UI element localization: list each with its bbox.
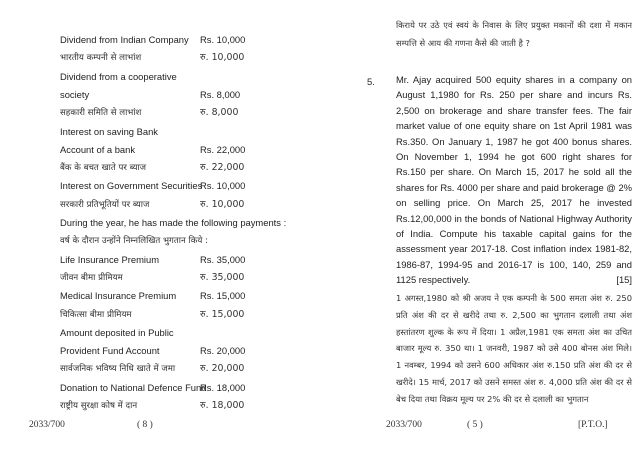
row-label: Interest on Government Securities	[60, 180, 203, 192]
row-label: society	[60, 88, 90, 100]
row-amount: Rs. 10,000	[200, 180, 246, 192]
pto-mark: [P.T.O.]	[578, 420, 608, 430]
footer-code: 2033/700	[386, 420, 422, 430]
row-label: राष्ट्रीय सुरक्षा कोष में दान	[60, 401, 138, 411]
page-number: ( 5 )	[467, 420, 483, 430]
page-number: ( 8 )	[137, 420, 153, 430]
row-label: Medical Insurance Premium	[60, 290, 177, 302]
row-label: Life Insurance Premium	[60, 253, 160, 265]
row-amount: रु. 22,000	[200, 162, 245, 174]
row-label: Provident Fund Account	[60, 345, 160, 357]
row-amount: रु. 20,000	[200, 363, 245, 375]
row-label: सहकारी समिति से लाभांश	[60, 108, 142, 119]
right-page	[320, 0, 640, 457]
row-label: Dividend from Indian Company	[60, 34, 189, 45]
hindi-question-continuation: किराये पर उठे एवं स्वयं के निवास के लिए प्रयुक्त मकानों की दशा में मकान सम्पत्ति से आय की गणना कैसे की जाती है ?	[396, 20, 632, 48]
row-label: Donation to National Defence Fund	[60, 381, 207, 393]
question-body: Mr. Ajay acquired 500 equity shares in a company on August 1,1980 for Rs. 250 per share and incurs Rs. 2,500 on brokerage and share transfer fees. The fair market value of one equity share on 1st April 1981 was Rs.350. On January 1, 1987 he got 400 bonus shares. On November 1, 1994 he got 600 right shares for Rs.150 per share. On March 15, 2017 he sold all the shares for Rs. 4000 per share and paid brokerage @ 2% on selling price. On March 25, 2017 he invested Rs.12,00,000 in the bonds of National Highway Authority of India. Compute his taxable capital gains for the assessment year 2017-18. Cost inflation index 1981-82, 1986-87, 1994-95 and 2016-17 is 100, 140, 259 and 1125 respectively.	[396, 74, 632, 286]
row-amount: Rs. 18,000	[200, 381, 246, 393]
footer-code: 2033/700	[29, 420, 65, 430]
row-amount: Rs. 10,000	[200, 34, 246, 45]
row-label: बैंक के बचत खाते पर ब्याज	[60, 163, 147, 174]
row-amount: रु. 18,000	[200, 400, 245, 411]
row-label: जीवन बीमा प्रीमियम	[60, 272, 123, 283]
row-amount: रु. 15,000	[200, 308, 245, 320]
question-number: 5.	[367, 76, 375, 87]
row-label: Account of a bank	[60, 143, 136, 155]
row-label: भारतीय कम्पनी से लाभांश	[60, 53, 142, 64]
marks: [15]	[616, 274, 632, 286]
row-label: Amount deposited in Public	[60, 326, 174, 338]
row-label: सार्वजनिक भविष्य निधि खाते में जमा	[60, 364, 176, 375]
row-label: सरकारी प्रतिभूतियों पर ब्याज	[60, 199, 150, 210]
row-amount: Rs. 20,000	[200, 345, 246, 357]
row-amount: Rs. 35,000	[200, 253, 246, 265]
row-label: चिकित्सा बीमा प्रीमियम	[60, 309, 132, 320]
row-amount: रु. 35,000	[200, 271, 245, 283]
question-english-text	[396, 72, 632, 288]
row-amount: Rs. 15,000	[200, 290, 246, 302]
row-label: Interest on saving Bank	[60, 125, 158, 137]
row-amount: Rs. 8,000	[200, 88, 241, 100]
row-amount: रु. 8,000	[200, 107, 239, 119]
row-amount: रु. 10,000	[200, 198, 245, 210]
row-label: Dividend from a cooperative	[60, 70, 177, 82]
row-label: वर्ष के दौरान उन्होंने निम्नलिखित भुगतान किये :	[60, 236, 208, 247]
question-hindi-text: 1 अगस्त,1980 को श्री अजय ने एक कम्पनी के 500 समता अंश रु. 250 प्रति अंश की दर से खरीदे तथा रु. 2,500 का भुगतान दलाली तथा अंश हस्तांतरण शुल्क के रूप में दिया। 1 अप्रैल,1981 एक समता अंश का उचित बाजार मूल्य रु. 350 था। 1 जनवरी, 1987 को उसे 400 बोनस अंश मिले। 1 नवम्बर, 1994 को उसने 600 अधिकार अंश रु.150 प्रति अंश की दर से खरीदे। 15 मार्च, 2017 को उसने समस्त अंश रु. 4,000 प्रति अंश की दर से बेच दिया तथा विक्रय मूल्य पर 2% की दर से दलाली का भुगतान	[396, 293, 632, 404]
row-amount: रु. 10,000	[200, 52, 245, 64]
row-amount: Rs. 22,000	[200, 143, 246, 155]
row-label: During the year, he has made the following payments :	[60, 217, 287, 228]
